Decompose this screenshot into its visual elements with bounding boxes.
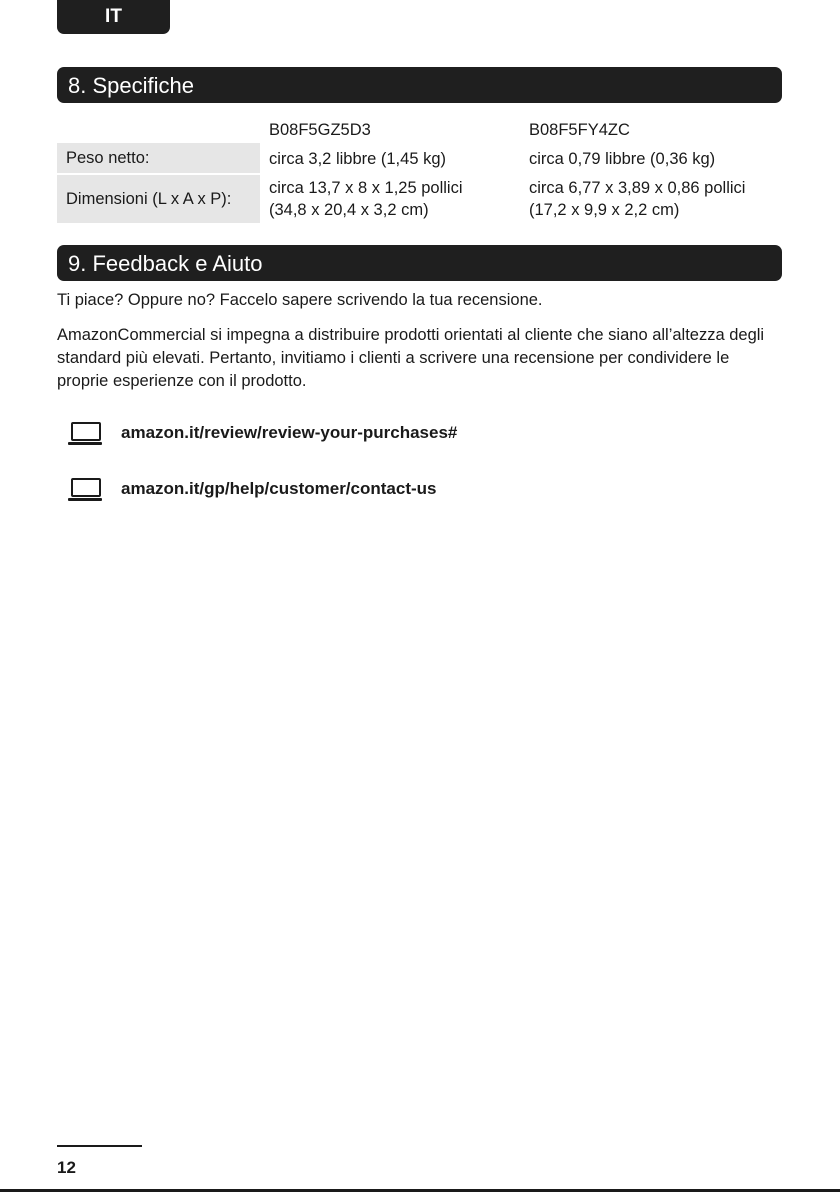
column-header-model-2: B08F5FY4ZC xyxy=(529,120,630,139)
table-header-row xyxy=(57,116,782,143)
table-row-net-weight xyxy=(57,143,782,174)
feedback-body: AmazonCommercial si impegna a distribuire prodotti orientati al cliente che siano all’altezza degli standard più elevati. Pertanto, invitiamo i clienti a scrivere una recensione per condividere le proprie esperienze con il prodotto. xyxy=(57,326,765,390)
laptop-icon xyxy=(68,476,104,502)
feedback-intro: Ti piace? Oppure no? Faccelo sapere scrivendo la tua recensione. xyxy=(57,291,543,309)
dimensions-model-2-cm: (17,2 x 9,9 x 2,2 cm) xyxy=(529,200,680,219)
dimensions-model-2 xyxy=(520,174,782,223)
dimensions-model-1-cm: (34,8 x 20,4 x 3,2 cm) xyxy=(269,200,429,219)
section-heading-specifications: 8. Specifiche xyxy=(57,67,782,103)
specifications-table xyxy=(57,116,782,223)
footer-divider xyxy=(57,1145,142,1147)
page-number: 12 xyxy=(57,1158,76,1177)
contact-link[interactable]: amazon.it/gp/help/customer/contact-us xyxy=(121,479,437,498)
language-tab: IT xyxy=(57,0,170,34)
dimensions-model-1 xyxy=(260,174,520,223)
section-heading-feedback: 9. Feedback e Aiuto xyxy=(57,245,782,281)
column-header-model-1: B08F5GZ5D3 xyxy=(269,120,371,139)
net-weight-model-1: circa 3,2 libbre (1,45 kg) xyxy=(269,149,446,168)
contact-link-row[interactable] xyxy=(68,476,437,502)
net-weight-model-2: circa 0,79 libbre (0,36 kg) xyxy=(529,149,716,168)
dimensions-model-2-inches: circa 6,77 x 3,89 x 0,86 pollici xyxy=(529,178,746,197)
table-row-dimensions xyxy=(57,174,782,223)
row-label-dimensions: Dimensioni (L x A x P): xyxy=(57,174,260,223)
dimensions-model-1-inches: circa 13,7 x 8 x 1,25 pollici xyxy=(269,178,463,197)
review-link[interactable]: amazon.it/review/review-your-purchases# xyxy=(121,423,458,442)
row-label-net-weight: Peso netto: xyxy=(57,143,260,174)
table-header-empty xyxy=(57,116,260,143)
laptop-icon xyxy=(68,420,104,446)
review-link-row[interactable] xyxy=(68,420,457,446)
